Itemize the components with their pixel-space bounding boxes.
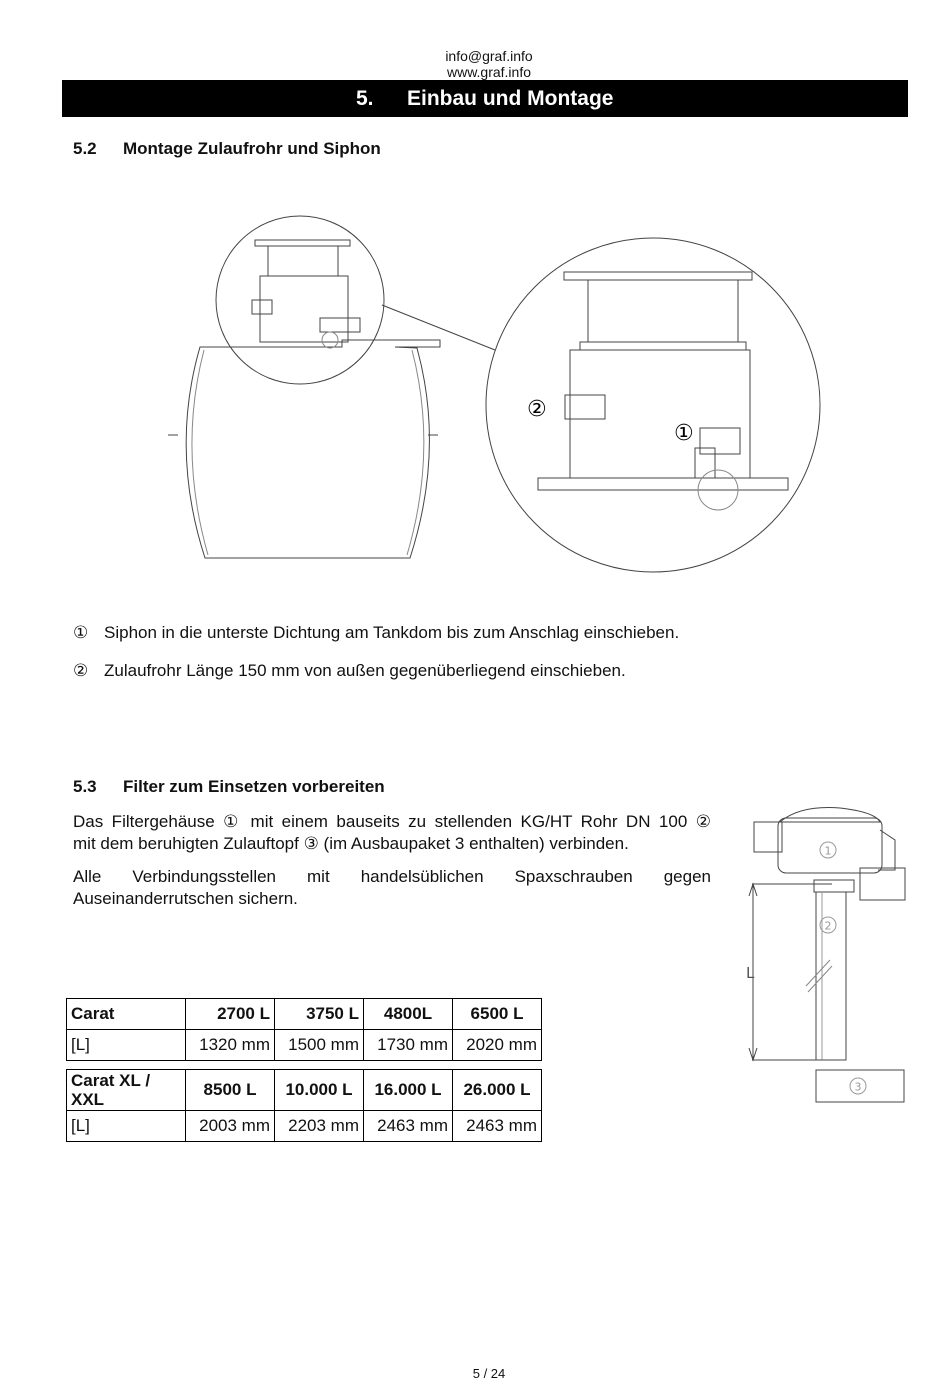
filter-label-3: 3 [854,1080,862,1094]
paragraph-secure [73,866,711,910]
header-website: www.graf.info [446,64,532,80]
table-cell: 1320 mm [186,1030,275,1061]
capacity-table-carat [66,998,542,1061]
table-header-cell: 4800L [364,999,453,1030]
step-2 [73,661,626,681]
table-cell: 1730 mm [364,1030,453,1061]
paragraph-connect-line-2: mit dem beruhigten Zulauftopf ③ (im Ausbaupaket 3 enthalten) verbinden. [73,834,629,853]
section-title: Montage Zulaufrohr und Siphon [123,139,381,158]
table-header-cell: 8500 L [186,1070,275,1111]
step-2-text: Zulaufrohr Länge 150 mm von außen gegenüberliegend einschieben. [104,661,626,680]
filter-label-2: 2 [824,919,832,933]
callout-2-label: ② [527,397,547,422]
header-email: info@graf.info [445,48,533,64]
table-cell: 2463 mm [453,1111,542,1142]
section-title: Filter zum Einsetzen vorbereiten [123,777,385,796]
filter-assembly-figure [740,800,910,1110]
table-row [67,1030,542,1061]
step-1 [73,623,679,643]
page-number: 5 / 24 [472,1366,506,1381]
table-header-cell: 2700 L [186,999,275,1030]
table-cell: 2203 mm [275,1111,364,1142]
table-header-cell: 16.000 L [364,1070,453,1111]
filter-label-1: 1 [824,844,832,858]
section-number: 5.3 [73,777,97,796]
dimension-label: L [746,964,755,982]
table-header-row [67,999,542,1030]
table-cell: 1500 mm [275,1030,364,1061]
capacity-table-carat-xl [66,1069,542,1142]
callout-1-label: ① [674,421,694,446]
table-row [67,1111,542,1142]
tank-siphon-figure [160,200,840,600]
paragraph-connect-line-1: Das Filtergehäuse ① mit einem bauseits zu stellenden KG/HT Rohr DN 100 ② [73,812,711,831]
table-header-cell: 6500 L [453,999,542,1030]
step-1-text: Siphon in die unterste Dichtung am Tankdom bis zum Anschlag einschieben. [104,623,680,642]
paragraph-secure-line-1: Alle Verbindungsstellen mit handelsüblichen Spaxschrauben gegen [73,867,711,886]
table-header-cell: 3750 L [275,999,364,1030]
step-2-marker: ② [73,661,89,680]
table-header-cell: Carat XL / XXL [67,1070,186,1111]
table-header-cell: 26.000 L [453,1070,542,1111]
table-cell: 2020 mm [453,1030,542,1061]
table-cell: [L] [67,1030,186,1061]
chapter-number: 5. [356,87,374,110]
table-cell: 2463 mm [364,1111,453,1142]
step-1-marker: ① [73,623,89,642]
chapter-banner [62,80,908,117]
table-header-cell: 10.000 L [275,1070,364,1111]
table-cell: [L] [67,1111,186,1142]
table-header-row [67,1070,542,1111]
paragraph-secure-line-2: Auseinanderrutschen sichern. [73,889,298,908]
table-header-cell: Carat [67,999,186,1030]
table-cell: 2003 mm [186,1111,275,1142]
chapter-title: Einbau und Montage [407,87,614,110]
paragraph-connect [73,811,711,855]
section-number: 5.2 [73,139,97,158]
